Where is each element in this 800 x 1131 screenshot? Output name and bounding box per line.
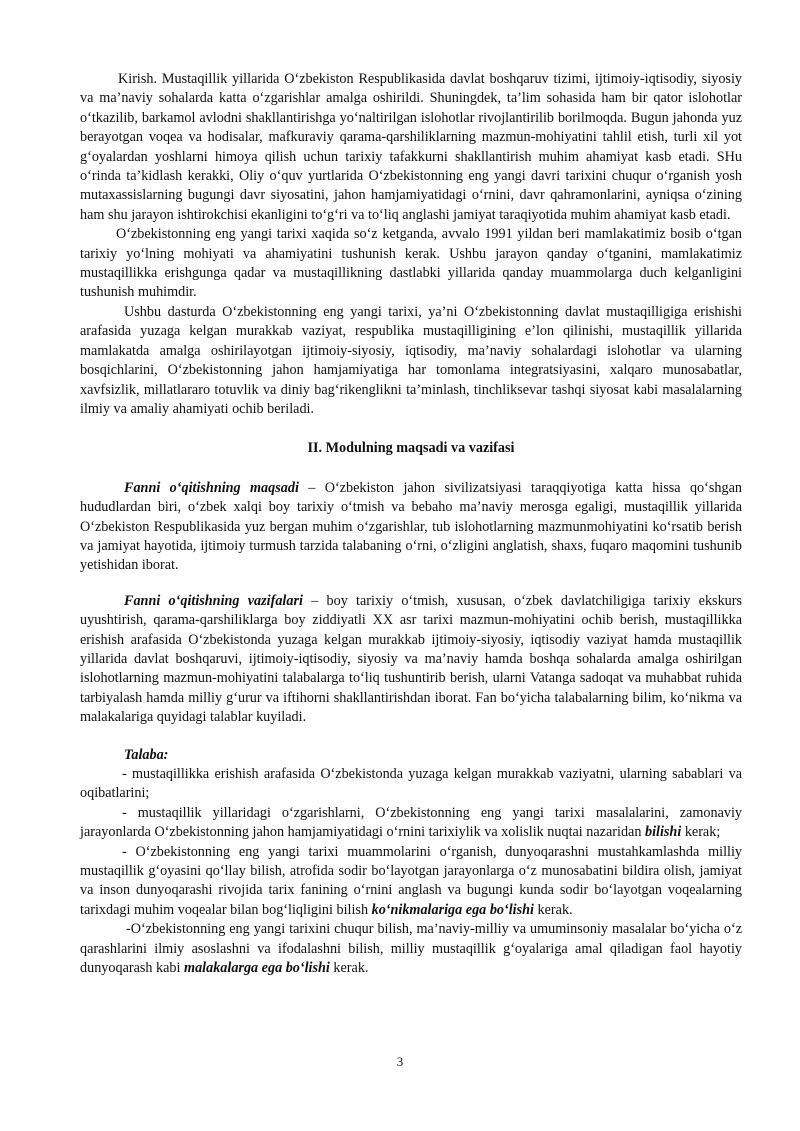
talaba-bullet-2-term: bilishi <box>644 824 682 841</box>
talaba-bullet-2-text: - mustaqillik yillaridagi o‘zgarishlarni, O‘zbekistonning eng yangi tarixi masalalarini, zamonaviy jarayonlarda O‘zbekistonning jahon hamjamiyatidagi o‘rnini tarixiylik va xolislik nuqtai nazaridan <box>80 804 742 841</box>
talaba-bullet-3-term: ko‘nikmalariga ega bo‘lishi <box>371 901 534 918</box>
talaba-bullet-2 <box>80 804 742 843</box>
goal-paragraph <box>80 479 742 576</box>
talaba-bullet-1: - mustaqillikka erishish arafasida O‘zbekistonda yuzaga kelgan murakkab vaziyatni, ularning sabablari va oqibatlarini; <box>80 766 742 802</box>
talaba-bullet-2-end: kerak; <box>681 824 721 841</box>
section-heading: II. Modulning maqsadi va vazifasi <box>307 440 515 457</box>
goal-term: Fanni o‘qitishning maqsadi <box>124 479 299 496</box>
talaba-label: Talaba: <box>124 746 169 763</box>
tasks-text: – boy tarixiy o‘tmish, xususan, o‘zbek davlatchiligiga tarixiy ekskurs uyushtirish, qarama-qarshiliklarga boy ziddiyatli XX asr tarixi mazmun-mohiyatini ochib berish, mustaqillikka erishish arafasida O‘zbekistonda yuzaga kelgan murakkab ijtimoiy-siyosiy, iqtisodiy vaziyat hamda mustaqillik yillarida davlat boshqaruvi, ijtimoiy-iqtisodiy, siyosiy va ma’naviy hamda boshqa sohalarda amalga oshirilgan islohotlarning mazmun-mohiyatini talabalarga to‘liq tushuntirib berish, ularni Vatanga sadoqat va muhabbat ruhida tarbiyalash hamda milliy g‘urur va iftihorni shakllantirishdan iborat. Fan bo‘yicha talabalarning bilim, ko‘nikma va malakalariga quyidagi talablar kuyiladi. <box>80 592 743 726</box>
tasks-term: Fanni o‘qitishning vazifalari <box>124 592 303 609</box>
talaba-bullet-3 <box>80 843 742 921</box>
talaba-bullet-3-end: kerak. <box>533 901 573 918</box>
intro-paragraph-3: Ushbu dasturda O‘zbekistonning eng yangi tarixi, ya’ni O‘zbekistonning davlat mustaqilligiga erishishi arafasida yuzaga kelgan murakkab vaziyat, respublika mustaqilligining e’lon qilinishi, mustaqillik yillarida mamlakatda amalga oshirilayotgan ijtimoiy-siyosiy, iqtisodiy, ma’naviy sohalardagi islohotlar va ularning bosqichlarini, O‘zbekistonning jahon hamjamiyatiga har tomonlama integratsiyasini, xalqaro munosabatlar, xavfsizlik, millatlararo totuvlik va diniy bag‘rikenglikni ta’minlash, tinchliksevar tashqi siyosat kabi masalalarning ilmiy va amaliy ahamiyati ochib beriladi. <box>80 303 742 417</box>
talaba-bullet-3-text: - O‘zbekistonning eng yangi tarixi muammolarini o‘rganish, dunyoqarashni mustahkamlashda milliy mustaqillik g‘oyasini qo‘llay bilish, atrofida sodir bo‘layotgan jarayonlarga o‘z munosabatini bildira olish, jamiyat va inson dunyoqarashi rivojida tarix fanining o‘rnini anglash va bugungi kunda sodir bo‘layotgan voqealarning tarixdagi muhim voqealar bilan bog‘liqligini bilish <box>80 843 742 918</box>
talaba-bullet-4-text: -O‘zbekistonning eng yangi tarixini chuqur bilish, ma’naviy-milliy va umuminsoniy masalalar bo‘yicha o‘z qarashlarini ilmiy asoslashni va ifodalashni bilish, milliy mustaqillik g‘oyalariga amal qiladigan faol hayotiy dunyoqarash kabi <box>80 921 742 977</box>
tasks-paragraph <box>80 592 742 728</box>
goal-text: – O‘zbekiston jahon sivilizatsiyasi taraqqiyotiga katta hissa qo‘shgan hududlardan biri, o‘zbek xalqi boy tarixiy o‘tmish va bebaho ma’naviy merosga egaligi, mustaqillik yillarida O‘zbekiston Respublikasida yuz bergan muhim o‘zgarishlar, tub islohotlarning mazmunmohiyatini ko‘rsatib berish va jamiyat hayotida, ijtimoiy turmush tarzida talabaning o‘rni, o‘zligini anglatish, shaxs, fuqaro maqomini tushunib yetishidan iborat. <box>80 479 742 574</box>
talaba-bullet-4 <box>80 920 742 978</box>
intro-paragraph-1: Kirish. Mustaqillik yillarida O‘zbekiston Respublikasida davlat boshqaruv tizimi, ijtimoiy-iqtisodiy, siyosiy va ma’naviy sohalarda katta o‘zgarishlar amalga oshirildi. Shuningdek, ta’lim sohasida ham bir qator islohotlar o‘tkazilib, barkamol avlodni shakllantirishga yo‘naltirilgan islohotlar rivojlantirilib borilmoqda. Bugun jahonda yuz berayotgan voqea va hodisalar, mafkuraviy qarama-qarshiliklarning mazmun-mohiyatini tahlil etish, turli xil yot g‘oyalardan yoshlarni himoya qilish uchun tarixiy tafakkurni shakllantirish muhim ahamiyat kasb etadi. SHu o‘rinda ta’kidlash kerakki, Oliy o‘quv yurtlarida O‘zbekistonning eng yangi davri tarixini chuqur o‘rganish yosh mutaxassislarning bugungi davr siyosatini, jahon hamjamiyatidagi o‘rnini, davr qahramonlarini, ayniqsa o‘zining ham shu jarayon ishtirokchisi ekanligini to‘g‘ri va to‘liq anglashi jamiyat taraqiyotida muhim ahamiyat kasb etadi. <box>80 71 742 223</box>
talaba-bullet-4-term: malakalarga ega bo‘lishi <box>184 960 330 977</box>
page-number: 3 <box>396 1054 404 1069</box>
talaba-bullet-4-end: kerak. <box>329 960 369 977</box>
intro-paragraph-2: O‘zbekistonning eng yangi tarixi xaqida so‘z ketganda, avvalo 1991 yildan beri mamlakatimiz bosib o‘tgan tarixiy yo‘lning mohiyati va ahamiyatini tushunish kerak. Ushbu jarayon qanday o‘tganini, mamlakatimiz mustaqillikka erishgunga qadar va mustaqillikning dastlabki yillarida qanday muammolarga duch kelganligini tushunish muhimdir. <box>80 226 742 301</box>
